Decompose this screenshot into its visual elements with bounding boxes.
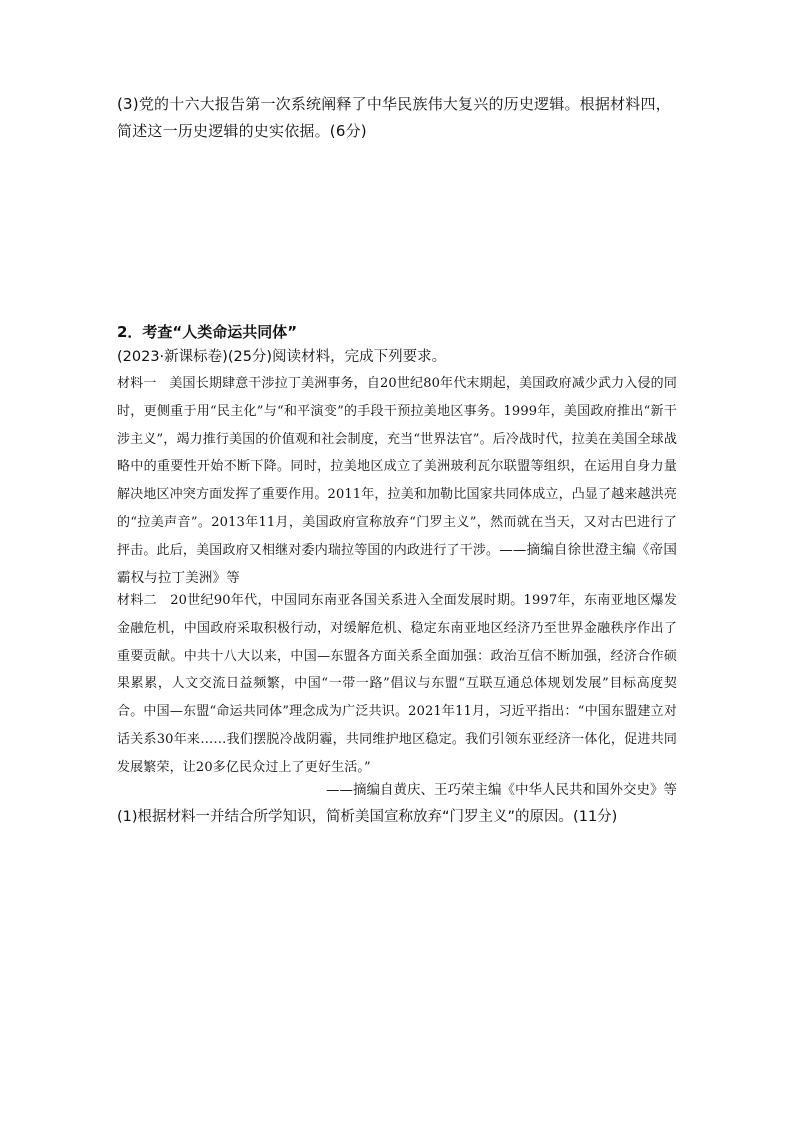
material-2-citation: ——摘编自黄庆、王巧荣主编《中华人民共和国外交史》等: [326, 782, 677, 798]
material-2-text: 20世纪90年代，中国同东南亚各国关系进入全面发展时期。1997年，东南亚地区爆发金融危机，中国政府采取积极行动，对缓解危机、稳定东南亚地区经济乃至世界金融秩序作出了重要贡献。中共十八大以来，中国—东盟各方面关系全面加强：政治互信不断加强，经济合作硕果累累，人文交流日益频繁，中国“一带一路”倡议与东盟“互联互通总体规划发展”目标高度契合。中国—东盟“命运共同体”理念成为广泛共识。2021年11月，习近平指出：“中国东盟建立对话关系30年来……我们摆脱冷战阴霾，共同维护地区稳定。我们引领东亚经济一体化，促进共同发展繁荣，让20多亿民众过上了更好生活。”: [117, 593, 677, 775]
material-2-label: 材料二: [117, 593, 157, 608]
sub-question-1: (1)根据材料一并结合所学知识，简析美国宣称放弃“门罗主义”的原因。(11分): [117, 809, 618, 825]
question-2-source: (2023·新课标卷)(25分)阅读材料，完成下列要求。: [117, 349, 447, 365]
material-1-label: 材料一: [117, 376, 157, 391]
question-2-title: 2．考查“人类命运共同体”: [117, 323, 298, 341]
question-3-text: (3)党的十六大报告第一次系统阐释了中华民族伟大复兴的历史逻辑。根据材料四，简述这一历史逻辑的史实依据。(6分): [117, 95, 671, 140]
material-1: [117, 370, 677, 592]
material-1-text: 美国长期肆意干涉拉丁美洲事务，自20世纪80年代末期起，美国政府减少武力入侵的同时，更侧重于用“民主化”与“和平演变”的手段干预拉美地区事务。1999年，美国政府推出“新干涉主义”，竭力推行美国的价值观和社会制度，充当“世界法官”。后冷战时代，拉美在美国全球战略中的重要性开始不断下降。同时，拉美地区成立了美洲玻利瓦尔联盟等组织，在运用自身力量解决地区冲突方面发挥了重要作用。2011年，拉美和加勒比国家共同体成立，凸显了越来越洪亮的“拉美声音”。2013年11月，美国政府宣称放弃“门罗主义”，然而就在当天，又对古巴进行了抨击。此后，美国政府又相继对委内瑞拉等国的内政进行了干涉。: [117, 376, 677, 558]
material-2: [117, 587, 677, 782]
material-1-citation: ——摘编自徐世澄主编《帝国霸权与拉丁美洲》等: [117, 541, 677, 586]
